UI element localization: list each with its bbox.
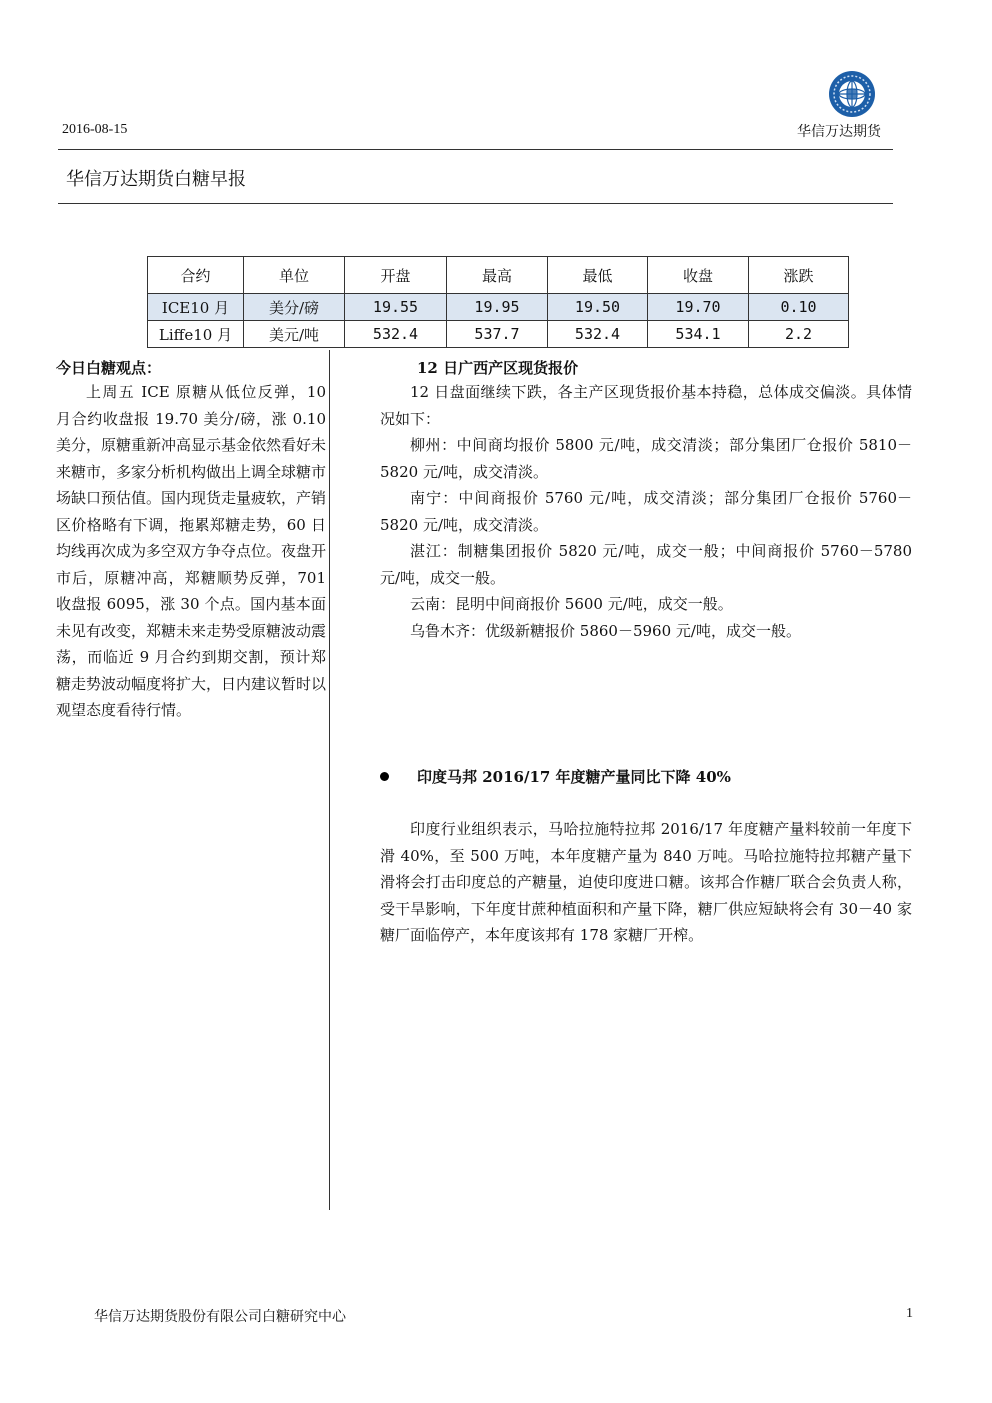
report-date: 2016-08-15 <box>62 122 128 137</box>
sugar-view-body: 上周五 ICE 原糖从低位反弹，10 月合约收盘报 19.70 美分/磅，涨 0.10 美分，原糖重新冲高显示基金依然看好未来糖市，多家分析机构做出上调全球糖市场缺口预估值。国内现货走量疲软，产销区价格略有下调，拖累郑糖走势，60 日均线再次成为多空双方争夺点位。夜盘开市后，原糖冲高，郑糖顺势反弹，701 收盘报 6095，涨 30 个点。国内基本面未见有改变，郑糖未来走势受原糖波动震荡，而临近 9 月合约到期交割，预计郑糖走势波动幅度将扩大，日内建议暂时以观望态度看待行情。 <box>56 383 327 719</box>
quote-paragraph: 柳州：中间商均报价 5800 元/吨，成交清淡；部分集团厂仓报价 5810－5820 元/吨，成交清淡。 <box>380 436 912 481</box>
open-cell: 532.4 <box>345 321 447 348</box>
india-news-heading: 印度马邦 2016/17 年度糖产量同比下降 40% <box>417 768 731 786</box>
high-cell: 537.7 <box>447 321 548 348</box>
close-cell: 534.1 <box>648 321 749 348</box>
page-number: 1 <box>906 1306 913 1321</box>
change-cell: 2.2 <box>749 321 849 348</box>
guangxi-quotes-heading: 12 日广西产区现货报价 <box>417 359 579 377</box>
column-header: 开盘 <box>345 257 447 294</box>
unit-cell: 美元/吨 <box>244 321 345 348</box>
column-divider <box>329 350 330 1210</box>
contract-cell: Liffe10 月 <box>148 321 244 348</box>
report-title: 华信万达期货白糖早报 <box>66 169 246 190</box>
footer-org: 华信万达期货股份有限公司白糖研究中心 <box>94 1309 346 1325</box>
low-cell: 19.50 <box>548 294 648 321</box>
column-header: 涨跌 <box>749 257 849 294</box>
column-header: 收盘 <box>648 257 749 294</box>
quote-paragraph: 南宁：中间商报价 5760 元/吨，成交清淡；部分集团厂仓报价 5760－5820 元/吨，成交清淡。 <box>380 489 912 534</box>
column-header: 最高 <box>447 257 548 294</box>
quote-table <box>147 256 849 348</box>
sugar-view-heading: 今日白糖观点： <box>56 359 162 377</box>
globe-logo-icon <box>828 70 876 118</box>
contract-cell: ICE10 月 <box>148 294 244 321</box>
column-header: 合约 <box>148 257 244 294</box>
company-name: 华信万达期货 <box>797 124 881 140</box>
guangxi-quotes-section <box>380 357 912 644</box>
title-divider <box>58 203 893 204</box>
quote-paragraph: 湛江：制糖集团报价 5820 元/吨，成交一般；中间商报价 5760－5780 元/吨，成交一般。 <box>380 542 912 587</box>
table-row <box>148 294 849 321</box>
table-row <box>148 321 849 348</box>
change-cell: 0.10 <box>749 294 849 321</box>
bullet-icon <box>380 772 389 781</box>
column-header: 单位 <box>244 257 345 294</box>
high-cell: 19.95 <box>447 294 548 321</box>
column-header: 最低 <box>548 257 648 294</box>
header-divider <box>58 149 893 150</box>
india-news-body: 印度行业组织表示，马哈拉施特拉邦 2016/17 年度糖产量料较前一年度下滑 40%，至 500 万吨，本年度糖产量为 840 万吨。马哈拉施特拉邦糖产量下滑将会打击印度总的产糖量，迫使印度进口糖。该邦合作糖厂联合会负责人称，受干旱影响，下年度甘蔗种植面积和产量下降，糖厂供应短缺将会有 30－40 家糖厂面临停产，本年度该邦有 178 家糖厂开榨。 <box>380 820 912 944</box>
open-cell: 19.55 <box>345 294 447 321</box>
low-cell: 532.4 <box>548 321 648 348</box>
sugar-view-section <box>56 357 326 724</box>
table-header-row <box>148 257 849 294</box>
quote-paragraph: 12 日盘面继续下跌，各主产区现货报价基本持稳，总体成交偏淡。具体情况如下： <box>380 383 912 428</box>
quote-paragraph: 乌鲁木齐：优级新糖报价 5860－5960 元/吨，成交一般。 <box>410 621 801 640</box>
quote-paragraph: 云南：昆明中间商报价 5600 元/吨，成交一般。 <box>410 595 733 613</box>
unit-cell: 美分/磅 <box>244 294 345 321</box>
close-cell: 19.70 <box>648 294 749 321</box>
